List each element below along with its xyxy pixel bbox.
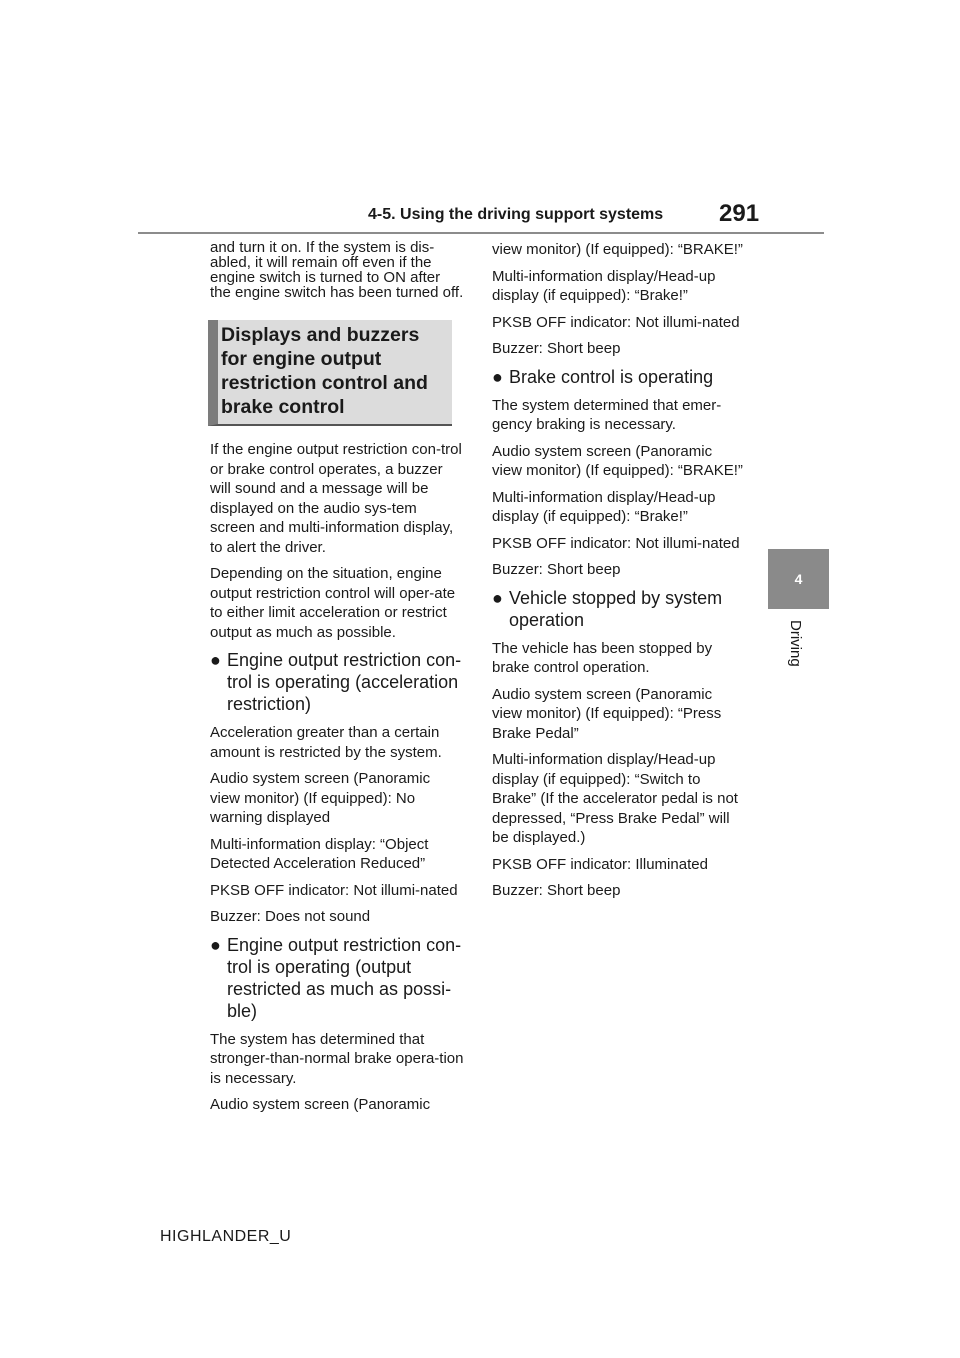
bullet-icon: ● bbox=[492, 587, 503, 608]
paragraph: The system determined that emer-gency braking is necessary. bbox=[492, 396, 722, 433]
subheading-text: Engine output restriction con-trol is operating (output restricted as much as possi-ble) bbox=[227, 934, 462, 1021]
paragraph: Audio system screen (Panoramic bbox=[210, 1096, 431, 1113]
paragraph: PKSB OFF indicator: Illuminated bbox=[492, 855, 708, 873]
chapter-tab-number: 4 bbox=[794, 571, 803, 587]
paragraph: Buzzer: Does not sound bbox=[210, 908, 371, 925]
section-title: 4-5. Using the driving support systems bbox=[368, 206, 664, 223]
paragraph: Multi-information display: “Object Detected Acceleration Reduced” bbox=[210, 835, 429, 872]
paragraph: Acceleration greater than a certain amount is restricted by the system. bbox=[210, 724, 442, 761]
subheading bbox=[210, 649, 464, 715]
subheading bbox=[492, 587, 746, 631]
chapter-tab bbox=[768, 549, 829, 609]
left-column bbox=[210, 240, 464, 1122]
paragraph: Multi-information display/Head-up display (if equipped): “Switch to Brake” (If the accelerator pedal is not depressed, “Press Brake Pedal” will be displayed.) bbox=[492, 751, 738, 846]
paragraph: Buzzer: Short beep bbox=[492, 340, 621, 357]
paragraph: Buzzer: Short beep bbox=[492, 561, 621, 578]
paragraph: view monitor) (If equipped): “BRAKE!” bbox=[492, 241, 743, 258]
subheading-text: Vehicle stopped by system operation bbox=[509, 587, 723, 630]
paragraph: PKSB OFF indicator: Not illumi-nated bbox=[492, 534, 740, 552]
intro-paragraph: and turn it on. If the system is dis-abled, it will remain off even if the engine switch is turned to ON after the engine switch has been turned off. bbox=[210, 239, 464, 301]
right-column bbox=[492, 240, 746, 908]
subheading-text: Engine output restriction con-trol is operating (acceleration restriction) bbox=[227, 650, 462, 714]
paragraph: Audio system screen (Panoramic view monitor) (If equipped): No warning displayed bbox=[210, 770, 431, 826]
paragraph: Audio system screen (Panoramic view monitor) (If equipped): “BRAKE!” bbox=[492, 442, 743, 479]
subheading bbox=[492, 366, 746, 388]
header-rule bbox=[138, 232, 824, 234]
subheading-text: Brake control is operating bbox=[509, 366, 714, 387]
bullet-icon: ● bbox=[210, 934, 221, 955]
bullet-icon: ● bbox=[210, 650, 221, 670]
paragraph: Depending on the situation, engine output restriction control will oper-ate to either limit acceleration or restrict output as much as possible. bbox=[210, 565, 456, 641]
section-heading: Displays and buzzers for engine output restriction control and brake control bbox=[208, 320, 452, 426]
paragraph: Multi-information display/Head-up display (if equipped): “Brake!” bbox=[492, 267, 716, 304]
paragraph: PKSB OFF indicator: Not illumi-nated bbox=[210, 881, 458, 899]
paragraph: The vehicle has been stopped by brake control operation. bbox=[492, 639, 713, 676]
page-number: 291 bbox=[719, 200, 760, 227]
paragraph: The system has determined that stronger-than-normal brake opera-tion is necessary. bbox=[210, 1030, 464, 1087]
paragraph: Multi-information display/Head-up display (if equipped): “Brake!” bbox=[492, 488, 716, 525]
paragraph: PKSB OFF indicator: Not illumi-nated bbox=[492, 313, 740, 331]
paragraph: Audio system screen (Panoramic view monitor) (If equipped): “Press Brake Pedal” bbox=[492, 685, 722, 742]
bullet-icon: ● bbox=[492, 366, 503, 387]
paragraph: Buzzer: Short beep bbox=[492, 882, 621, 899]
footer-model-code: HIGHLANDER_U bbox=[160, 1228, 292, 1245]
paragraph: If the engine output restriction con-trol or brake control operates, a buzzer will sound and a message will be displayed on the audio sys-tem screen and multi-information display, to alert the driver. bbox=[210, 441, 462, 556]
subheading bbox=[210, 934, 464, 1022]
chapter-tab-label: Driving bbox=[787, 620, 804, 667]
